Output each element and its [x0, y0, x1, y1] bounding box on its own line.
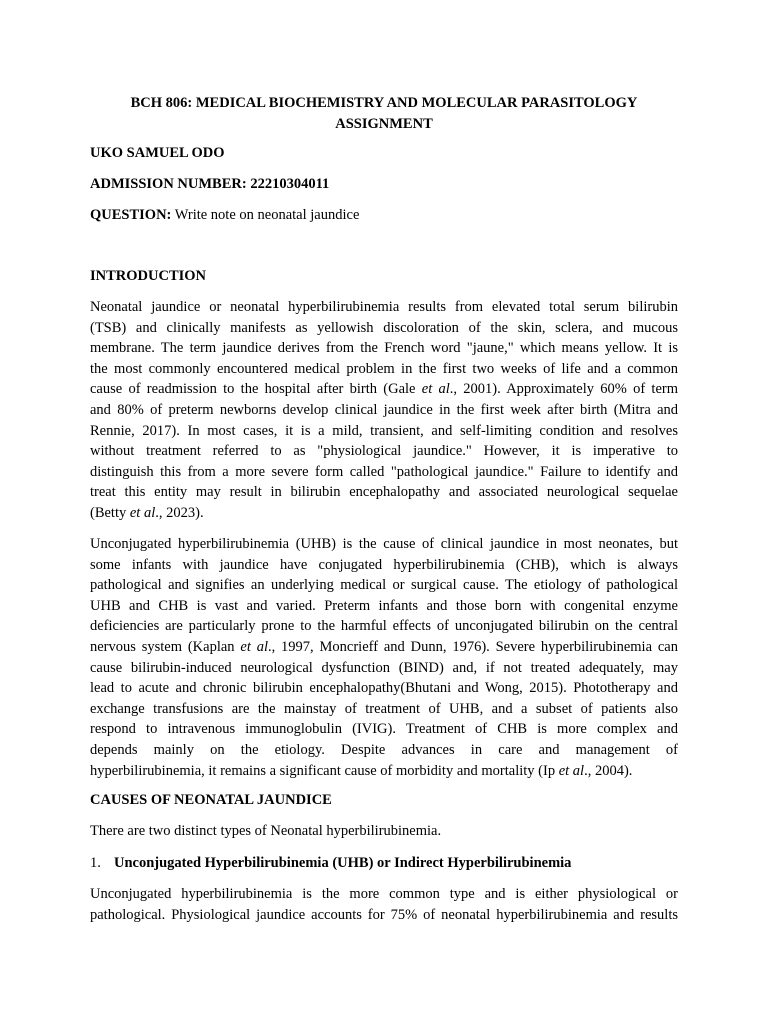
text-line: Rennie, 2017). In most cases, it is a mild, transient, and self-limiting condition and resolves: [90, 422, 678, 439]
text-line: Neonatal jaundice or neonatal hyperbilirubinemia results from elevated total serum bilirubin: [90, 299, 678, 315]
admission-number: ADMISSION NUMBER: 22210304011: [90, 176, 330, 192]
introduction-heading: INTRODUCTION: [90, 268, 207, 284]
text-line: deficiencies are particularly prone to the harmful effects of unconjugated bilirubin on the central: [90, 618, 678, 635]
text-line: the most commonly encountered medical problem in the first two weeks of life and a common: [90, 360, 678, 377]
list-number: 1.: [90, 855, 101, 871]
text-run: ., 2001). Approximately 60% of term: [449, 381, 678, 398]
text-line: [90, 761, 678, 782]
text-run: ., 2023).: [155, 504, 204, 521]
question-label: QUESTION:: [90, 207, 172, 223]
intro-paragraph-1: [90, 297, 678, 524]
text-line: distinguish this from a more severe form called "pathological jaundice." Failure to identify and: [90, 463, 678, 480]
text-line: treat this entity may result in bilirubin encephalopathy and associated neurological sequelae: [90, 484, 678, 501]
list-item-uhb: [90, 853, 678, 874]
text-line: membrane. The term jaundice derives from the French word "jaune," which means yellow. It is: [90, 340, 678, 357]
text-line: Unconjugated hyperbilirubinemia (UHB) is the cause of clinical jaundice in most neonates, but: [90, 536, 678, 552]
text-line: respond to intravenous immunoglobulin (IVIG). Treatment of CHB is more complex and: [90, 721, 678, 738]
text-line: [90, 503, 678, 524]
title-line-1: BCH 806: MEDICAL BIOCHEMISTRY AND MOLECULAR PARASITOLOGY: [130, 95, 638, 111]
question-text: Write note on neonatal jaundice: [171, 207, 360, 223]
text-line: [90, 637, 678, 658]
italic-run: et al: [240, 638, 268, 655]
uhb-paragraph: [90, 884, 678, 925]
text-line: lead to acute and chronic bilirubin encephalopathy(Bhutani and Wong, 2015). Phototherapy and: [90, 680, 678, 697]
text-line: and 80% of preterm newborns develop clinical jaundice in the first week after birth (Mitra and: [90, 401, 678, 418]
text-run: cause of readmission to the hospital after birth (Gale: [90, 381, 422, 398]
text-run: hyperbilirubinemia, it remains a significant cause of morbidity and mortality (Ip: [90, 762, 559, 779]
question-line: [90, 205, 359, 226]
document-title: [90, 93, 678, 135]
text-line: some infants with jaundice have conjugated hyperbilirubinemia (CHB), which is always: [90, 556, 678, 573]
text-line: [90, 379, 678, 400]
text-run: nervous system (Kaplan: [90, 638, 241, 655]
italic-run: et al: [129, 504, 156, 521]
text-run: (Betty: [90, 504, 130, 521]
text-line: pathological and signifies an underlying medical or surgical cause. The etiology of pathological: [90, 577, 678, 594]
title-line-2: ASSIGNMENT: [335, 116, 433, 132]
italic-run: et al: [558, 762, 585, 779]
author-name: UKO SAMUEL ODO: [90, 145, 225, 161]
text-line: without treatment referred to as "physiological jaundice." However, it is imperative to: [90, 443, 678, 460]
text-line: Unconjugated hyperbilirubinemia is the more common type and is either physiological or: [90, 886, 678, 902]
text-line: pathological. Physiological jaundice accounts for 75% of neonatal hyperbilirubinemia and results: [90, 906, 678, 923]
text-run: ., 2004).: [584, 762, 633, 779]
italic-run: et al: [421, 381, 450, 398]
causes-intro: There are two distinct types of Neonatal hyperbilirubinemia.: [90, 823, 442, 839]
text-line: cause bilirubin-induced neurological dysfunction (BIND) and, if not treated adequately, may: [90, 659, 678, 676]
causes-heading: CAUSES OF NEONATAL JAUNDICE: [90, 792, 332, 808]
text-run: ., 1997, Moncrieff and Dunn, 1976). Severe hyperbilirubinemia can: [267, 638, 678, 655]
intro-paragraph-2: [90, 534, 678, 781]
text-line: UHB and CHB is vast and varied. Preterm infants and those born with congenital enzyme: [90, 597, 678, 614]
text-line: depends mainly on the etiology. Despite advances in care and management of: [90, 741, 678, 758]
text-line: (TSB) and clinically manifests as yellowish discoloration of the skin, sclera, and mucous: [90, 319, 678, 336]
text-line: exchange transfusions are the mainstay of treatment of UHB, and a subset of patients also: [90, 700, 678, 717]
list-item-text: Unconjugated Hyperbilirubinemia (UHB) or Indirect Hyperbilirubinemia: [114, 855, 572, 871]
